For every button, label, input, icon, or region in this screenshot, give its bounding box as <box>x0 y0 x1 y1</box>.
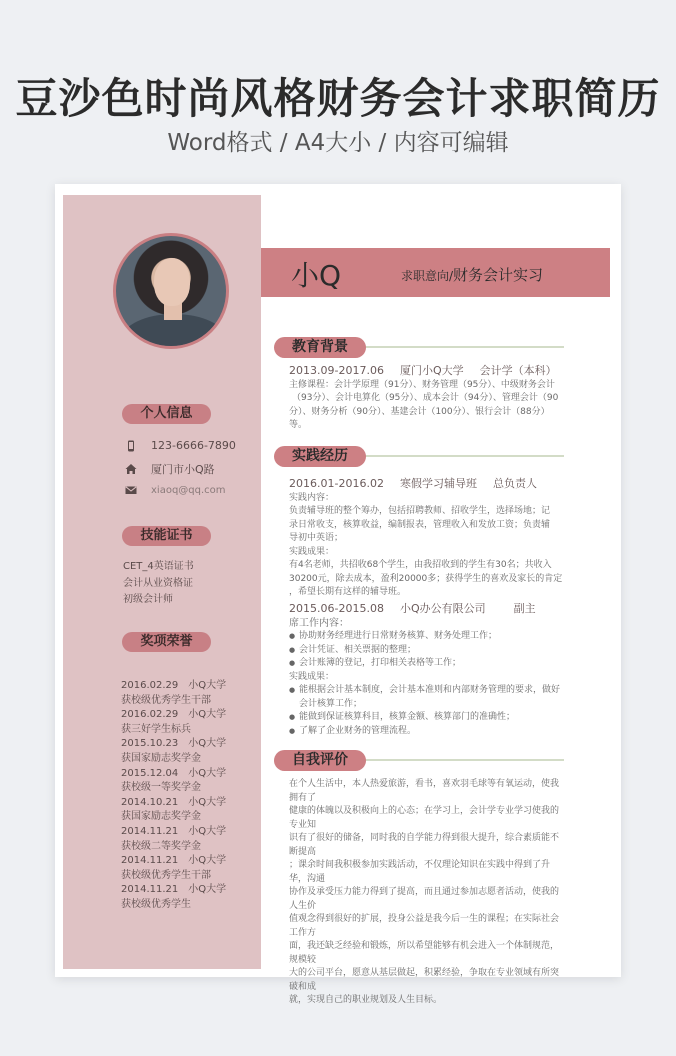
experience-heading: 实践经历 <box>274 446 366 467</box>
section-divider <box>355 759 564 761</box>
result-line: ，希望长期有这样的辅导班。 <box>289 587 407 597</box>
self-eval-line: 大的公司平台，愿意从基层做起，积累经验，争取在专业领域有所突破和成 <box>289 968 560 992</box>
award-name: 获国家励志奖学金 <box>121 752 201 764</box>
award-date-line: 2016.02.29 小Q大学 <box>121 709 227 721</box>
job-intent-label: 求职意向/ <box>401 269 454 283</box>
self-eval-line: 就，实现自己的职业规划及人生目标。 <box>289 995 443 1005</box>
content-line: 导初中英语； <box>289 533 344 543</box>
award-name: 获校级一等奖学金 <box>121 782 201 794</box>
job-intent <box>401 264 543 285</box>
promo-title: 豆沙色时尚风格财务会计求职简历 <box>15 74 661 123</box>
job2-tasks <box>289 630 567 671</box>
award-name: 获国家励志奖学金 <box>121 811 201 823</box>
section-divider <box>355 455 564 457</box>
name-banner <box>261 248 610 297</box>
award-date-line: 2015.12.04 小Q大学 <box>121 767 227 779</box>
phone-text: 123-6666-7890 <box>151 439 236 452</box>
result-label: 实践成果： <box>289 671 335 682</box>
self-eval-line: ；课余时间我积极参加实践活动，不仅理论知识在实践中得到了升华，沟通 <box>289 860 551 884</box>
result-line: 有4名老师，共招收68个学生，由我招收到的学生有30名；共收入 <box>289 560 552 570</box>
skills-list <box>123 559 194 609</box>
content-line: 录日常收支，核算收益，编制报表，管理收入和发放工资；负责辅 <box>289 519 551 530</box>
content-line: 负责辅导班的整个筹办，包括招聘教师、招收学生，选择场地；记 <box>289 506 551 516</box>
skill-item: 会计从业资格证 <box>123 577 193 589</box>
job2-results <box>289 684 567 738</box>
promo-subtitle: Word格式 / A4大小 / 内容可编辑 <box>167 130 509 156</box>
resume-sheet <box>55 184 621 1005</box>
candidate-name: 小Q <box>291 259 342 292</box>
result-line: 30200元，除去成本，盈利20000多；获得学生的喜欢及家长的肯定 <box>289 573 563 584</box>
phone-icon <box>125 440 137 452</box>
education-block <box>289 364 567 433</box>
phone-row <box>125 439 236 452</box>
address-row <box>125 461 215 477</box>
education-header-line: 2013.09-2017.06 厦门小Q大学 会计学（本科） <box>289 364 557 377</box>
skill-item: CET_4英语证书 <box>123 561 194 572</box>
email-row <box>125 484 226 496</box>
award-name: 获校级优秀学生 <box>121 898 191 910</box>
personal-info-heading: 个人信息 <box>122 404 211 424</box>
self-eval-line: 协作及承受压力能力得到了提高，而且通过参加志愿者活动，使我的人生价 <box>289 887 560 911</box>
self-eval-line: 值观念得到很好的扩展，投身公益是我今后一生的课程；在实际社会工作方 <box>289 914 560 938</box>
award-name: 获校级优秀学生干部 <box>121 694 211 706</box>
courses-line: 主修课程：会计学原理（91分）、财务管理（95分）、中级财务会计 <box>289 379 555 390</box>
role-continuation: 席工作内容： <box>289 617 349 629</box>
awards-heading: 奖项荣誉 <box>122 632 211 652</box>
courses-line: 分）、财务分析（90分）、基建会计（100分）、银行会计（88分）等。 <box>289 406 550 430</box>
award-date-line: 2015.10.23 小Q大学 <box>121 738 227 750</box>
award-date-line: 2016.02.29 小Q大学 <box>121 680 227 691</box>
mail-icon <box>125 484 137 496</box>
self-eval-block <box>289 778 567 1008</box>
avatar-photo <box>113 233 229 349</box>
award-name: 获三好学生标兵 <box>121 723 191 735</box>
list-item: ● 能做到保证核算科目，核算金额、核算部门的准确性； <box>289 711 567 725</box>
list-item: ● 了解了企业财务的管理流程。 <box>289 725 567 739</box>
experience-job1 <box>289 477 567 600</box>
sidebar <box>63 195 261 969</box>
award-date-line: 2014.11.21 小Q大学 <box>121 825 227 837</box>
list-item: ● 协助财务经理进行日常财务核算、财务处理工作； <box>289 630 567 644</box>
list-item: ● 会计凭证、相关票据的整理； <box>289 644 567 658</box>
content-label: 实践内容： <box>289 492 335 503</box>
job1-header: 2016.01-2016.02 寒假学习辅导班 总负责人 <box>289 477 537 490</box>
self-eval-line: 面，我还缺乏经验和锻炼，所以希望能够有机会进入一个体制规范，规模较 <box>289 941 560 965</box>
self-eval-line: 健康的体魄以及积极向上的心态；在学习上，会计学专业学习使我的专业知 <box>289 806 560 830</box>
job-intent-value: 财务会计实习 <box>453 266 544 284</box>
job2-header: 2015.06-2015.08 小Q办公有限公司 副主 <box>289 602 536 615</box>
self-eval-heading: 自我评价 <box>274 750 366 771</box>
award-name: 获校级二等奖学金 <box>121 840 201 852</box>
skill-item: 初级会计师 <box>123 594 173 605</box>
result-label: 实践成果： <box>289 546 335 557</box>
email-text: xiaoq@qq.com <box>151 484 226 496</box>
list-item: ● 能根据会计基本制度，会计基本准则和内部财务管理的要求，做好会计核算工作； <box>289 684 567 711</box>
self-eval-line: 在个人生活中，本人热爱旅游，看书，喜欢羽毛球等有氧运动，使我拥有了 <box>289 779 560 803</box>
education-heading: 教育背景 <box>274 337 366 358</box>
skills-heading: 技能证书 <box>122 526 211 546</box>
home-icon <box>125 463 137 475</box>
award-date-line: 2014.11.21 小Q大学 <box>121 884 227 896</box>
address-text: 厦门市小Q路 <box>151 463 215 476</box>
list-item: ● 会计账簿的登记，打印相关表格等工作； <box>289 657 567 671</box>
courses-line: （93分）、会计电算化（95分）、成本会计（94分）、管理会计（90 <box>292 393 559 403</box>
award-date-line: 2014.11.21 小Q大学 <box>121 855 227 867</box>
award-name: 获校级优秀学生干部 <box>121 869 211 881</box>
awards-list <box>121 679 226 913</box>
self-eval-line: 识有了很好的储备，同时我的自学能力得到很大提升，综合素质能不断提高 <box>289 833 560 857</box>
section-divider <box>355 346 564 348</box>
award-date-line: 2014.10.21 小Q大学 <box>121 796 227 808</box>
experience-job2 <box>289 602 567 738</box>
